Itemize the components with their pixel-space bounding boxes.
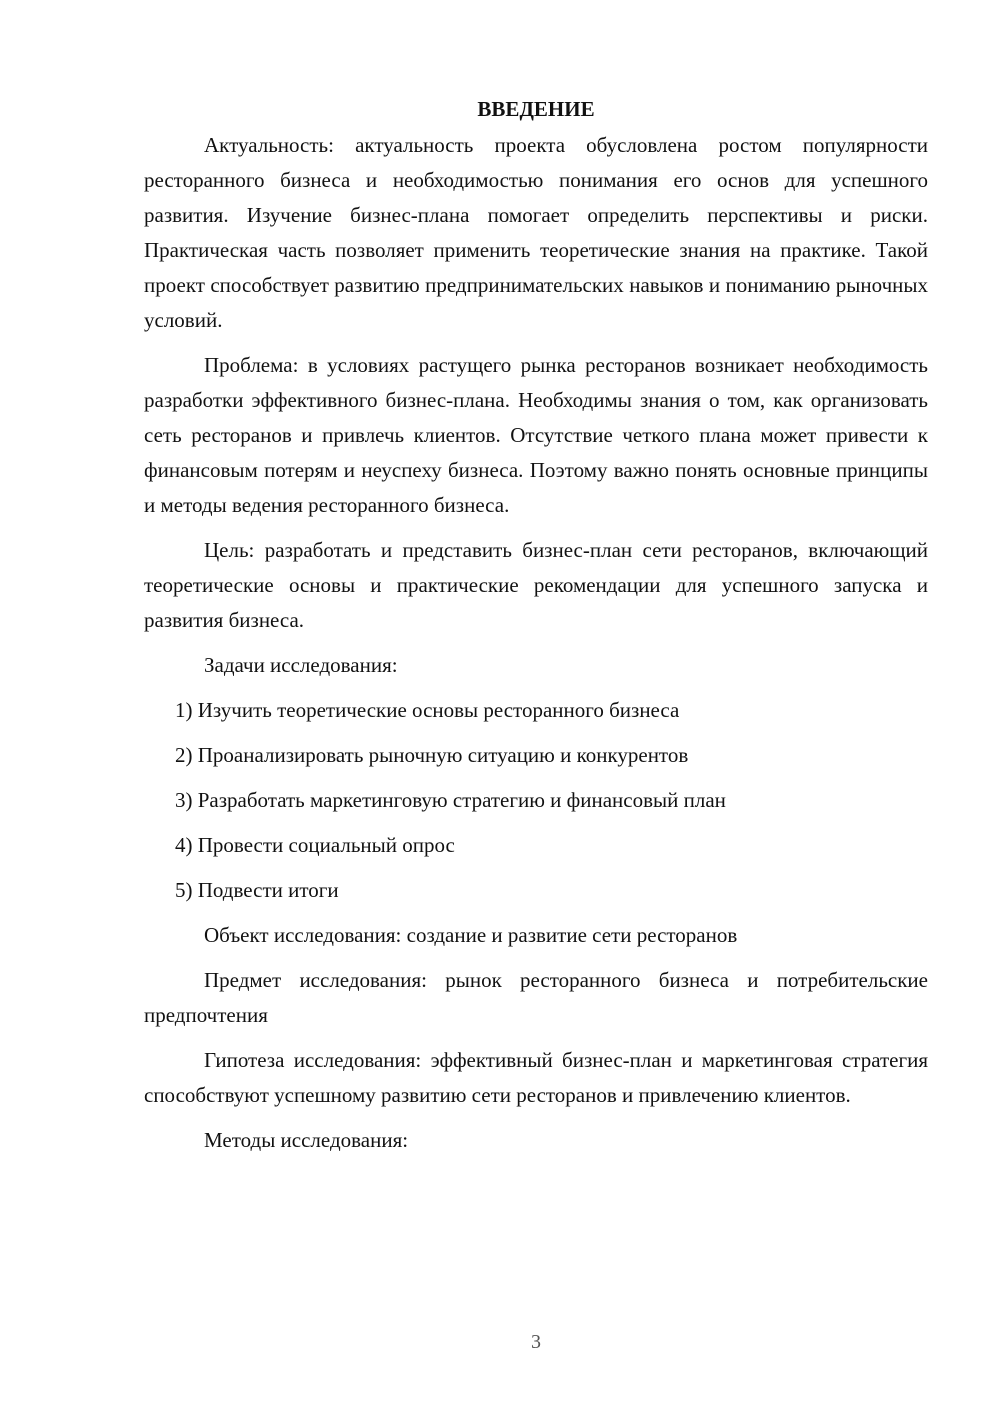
document-page bbox=[144, 92, 928, 1168]
section-title: ВВЕДЕНИЕ bbox=[477, 97, 595, 121]
hypothesis-paragraph: Гипотеза исследования: эффективный бизнес-план и маркетинговая стратегия способствуют успешному развитию сети ресторанов и привлечению клиентов. bbox=[144, 1048, 928, 1107]
task-item-3: 3) Разработать маркетинговую стратегию и финансовый план bbox=[175, 788, 726, 812]
task-item-1: 1) Изучить теоретические основы ресторанного бизнеса bbox=[175, 698, 680, 722]
relevance-paragraph: Актуальность: актуальность проекта обусловлена ростом популярности ресторанного бизнеса и необходимостью понимания его основ для успешного развития. Изучение бизнес-плана помогает определить перспективы и риски. Практическая часть позволяет применить теоретические знания на практике. Такой проект способствует развитию предпринимательских навыков и пониманию рыночных условий. bbox=[144, 133, 928, 332]
subject-paragraph: Предмет исследования: рынок ресторанного бизнеса и потребительские предпочтения bbox=[144, 968, 928, 1027]
tasks-list bbox=[144, 693, 928, 908]
problem-paragraph: Проблема: в условиях растущего рынка ресторанов возникает необходимость разработки эффективного бизнес-плана. Необходимы знания о том, как организовать сеть ресторанов и привлечь клиентов. Отсутствие четкого плана может привести к финансовым потерям и неуспеху бизнеса. Поэтому важно понять основные принципы и методы ведения ресторанного бизнеса. bbox=[144, 353, 928, 517]
task-item-5: 5) Подвести итоги bbox=[175, 878, 339, 902]
goal-paragraph: Цель: разработать и представить бизнес-план сети ресторанов, включающий теоретические основы и практические рекомендации для успешного запуска и развития бизнеса. bbox=[144, 538, 928, 632]
task-item-4: 4) Провести социальный опрос bbox=[175, 833, 455, 857]
page-number: 3 bbox=[531, 1331, 541, 1353]
task-item-2: 2) Проанализировать рыночную ситуацию и конкурентов bbox=[175, 743, 689, 767]
object-line: Объект исследования: создание и развитие сети ресторанов bbox=[204, 923, 738, 947]
methods-heading: Методы исследования: bbox=[204, 1128, 409, 1152]
tasks-heading: Задачи исследования: bbox=[204, 653, 398, 677]
